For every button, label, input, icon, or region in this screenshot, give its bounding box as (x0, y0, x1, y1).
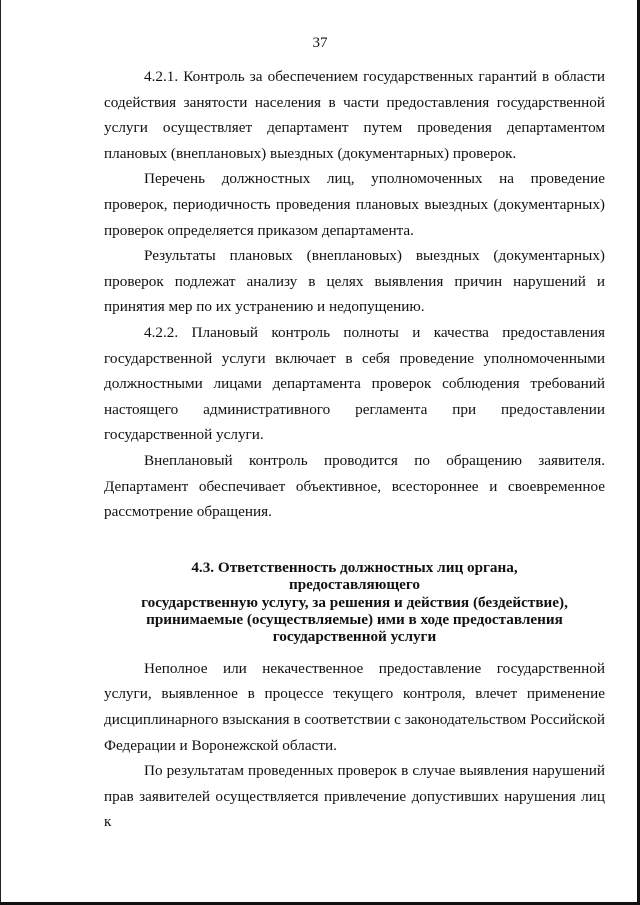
heading-line: государственную услугу, за решения и действия (бездействие), (141, 593, 568, 611)
paragraph-incomplete-service: Неполное или некачественное предоставление государственной услуги, выявленное в процессе текущего контроля, влечет применение дисциплинарного взыскания в соответствии с законодательством Российской Федерации и Воронежской области. (104, 659, 605, 754)
heading-line: принимаемые (осуществляемые) ими в ходе предоставления (146, 610, 563, 628)
section-heading-4-3 (104, 559, 605, 646)
paragraph-unscheduled-control: Внеплановый контроль проводится по обращению заявителя. Департамент обеспечивает объективное, всестороннее и своевременное рассмотрение обращения. (104, 451, 605, 521)
heading-line: 4.3. Ответственность должностных лиц органа, предоставляющего (191, 558, 518, 594)
paragraph-inspection-results: Результаты плановых (внеплановых) выездных (документарных) проверок подлежат анализу в целях выявления причин нарушений и принятия мер по их устранению и недопущению. (104, 247, 605, 316)
paragraph-4-2-2: 4.2.2. Плановый контроль полноты и качества предоставления государственной услуги включает в себя проведение уполномоченными должностными лицами департамента проверок соблюдения требований настоящего административного регламента при предоставлении государственной услуги. (104, 323, 605, 444)
paragraph-inspection-violations: По результатам проведенных проверок в случае выявления нарушений прав заявителей осуществляется привлечение допустивших нарушения лиц к (104, 762, 605, 831)
page-number: 37 (312, 35, 328, 51)
paragraph-4-2-1: 4.2.1. Контроль за обеспечением государственных гарантий в области содействия занятости населения в части предоставления государственной услуги осуществляет департамент путем проведения департаментом плановых (внеплановых) выездных (документарных) проверок. (104, 68, 605, 162)
scan-border-left (0, 0, 1, 905)
paragraph-officials-list: Перечень должностных лиц, уполномоченных на проведение проверок, периодичность проведения плановых выездных (документарных) проверок определяется приказом департамента. (104, 170, 605, 239)
heading-line: государственной услуги (272, 628, 437, 646)
document-body (104, 64, 605, 835)
